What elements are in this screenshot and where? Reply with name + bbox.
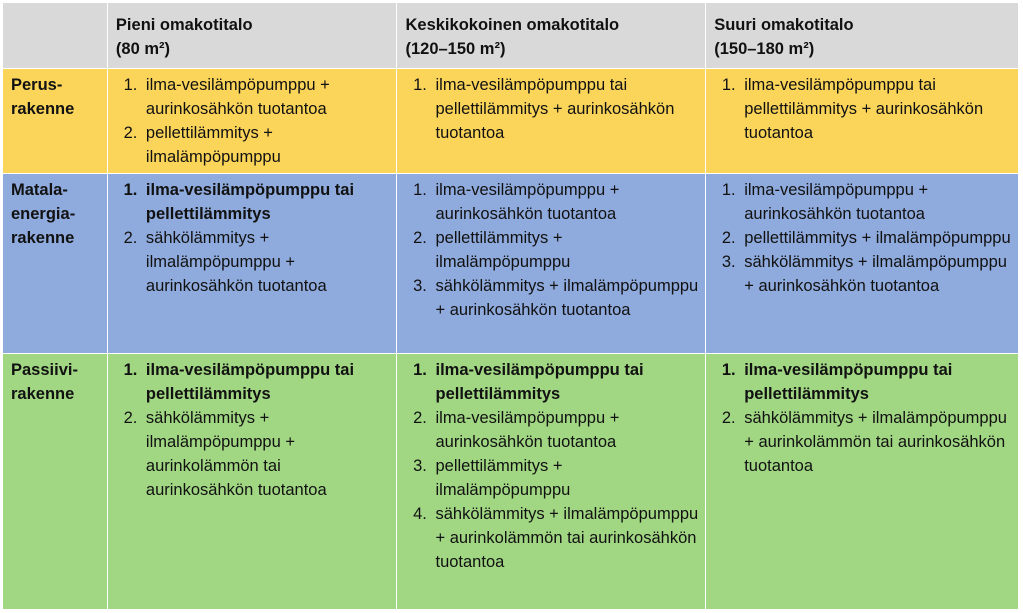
option-item: 2. sähkölämmitys + ilmalämpöpumppu + aurinkolämmön tai aurinkosähkön tuotantoa [740,406,1012,478]
cell-basic-large [706,69,1019,174]
cell-passive-large [706,354,1019,610]
option-item-recommended: 1. ilma-vesilämpöpumppu tai pellettilämmitys [740,358,1012,406]
row-label-line: energia- [11,205,76,223]
row-passive-structure [3,354,1019,610]
option-item: 1. ilma-vesilämpöpumppu + aurinkosähkön tuotantoa [740,178,1012,226]
header-title: Keskikokoinen omakotitalo [405,16,620,34]
option-item-recommended: 1. ilma-vesilämpöpumppu tai pellettilämmitys [431,358,699,406]
cell-basic-small [107,69,397,174]
header-title: Suuri omakotitalo [714,16,854,34]
header-large-house [706,3,1019,69]
option-item: 2. pellettilämmitys + ilmalämpöpumppu [740,226,1012,250]
cell-low-energy-large [706,174,1019,354]
option-item: 1. ilma-vesilämpöpumppu + aurinkosähkön tuotantoa [142,73,391,121]
row-label-basic [3,69,108,174]
row-label-line: Perus- [11,76,63,94]
row-label-line: rakenne [11,100,75,118]
row-low-energy-structure [3,174,1019,354]
header-small-house [107,3,397,69]
option-item: 2. ilma-vesilämpöpumppu + aurinkosähkön tuotantoa [431,406,699,454]
row-label-line: Matala- [11,181,68,199]
option-item: 3. pellettilämmitys + ilmalämpöpumppu [431,454,699,502]
option-item: 4. sähkölämmitys + ilmalämpöpumppu + aurinkolämmön tai aurinkosähkön tuotantoa [431,502,699,574]
row-label-low-energy [3,174,108,354]
option-item: 1. ilma-vesilämpöpumppu tai pellettilämmitys + aurinkosähkön tuotantoa [740,73,1012,145]
option-item: 1. ilma-vesilämpöpumppu + aurinkosähkön tuotantoa [431,178,699,226]
option-list [114,73,391,169]
header-medium-house [397,3,706,69]
option-item: 2. sähkölämmitys + ilmalämpöpumppu + aurinkosähkön tuotantoa [142,226,391,298]
option-item-recommended: 1. ilma-vesilämpöpumppu tai pellettilämmitys [142,358,391,406]
header-row [3,3,1019,69]
row-label-passive [3,354,108,610]
heating-comparison-table [2,2,1019,610]
option-list [712,73,1012,145]
option-list [403,358,699,574]
option-list [403,178,699,322]
cell-basic-medium [397,69,706,174]
header-size: (150–180 m²) [714,40,815,58]
option-list [712,178,1012,298]
header-size: (80 m²) [115,40,171,58]
row-label-line: rakenne [11,229,75,247]
option-list [114,358,391,502]
cell-passive-medium [397,354,706,610]
row-label-line: Passiivi- [11,361,78,379]
row-basic-structure [3,69,1019,174]
option-item: 3. sähkölämmitys + ilmalämpöpumppu + aurinkosähkön tuotantoa [431,274,699,322]
option-item: 2. sähkölämmitys + ilmalämpöpumppu + aurinkolämmön tai aurinkosähkön tuotantoa [142,406,391,502]
cell-low-energy-medium [397,174,706,354]
cell-passive-small [107,354,397,610]
option-list [712,358,1012,478]
comparison-table-wrapper [2,2,1019,609]
cell-low-energy-small [107,174,397,354]
header-title: Pieni omakotitalo [115,16,253,34]
option-item: 2. pellettilämmitys + ilmalämpöpumppu [431,226,699,274]
header-size: (120–150 m²) [405,40,506,58]
row-label-line: rakenne [11,385,75,403]
option-item: 2. pellettilämmitys + ilmalämpöpumppu [142,121,391,169]
header-corner-cell [3,3,108,69]
option-item: 1. ilma-vesilämpöpumppu tai pellettilämmitys + aurinkosähkön tuotantoa [431,73,699,145]
option-list [114,178,391,298]
option-item: 3. sähkölämmitys + ilmalämpöpumppu + aurinkosähkön tuotantoa [740,250,1012,298]
option-list [403,73,699,145]
option-item-recommended: 1. ilma-vesilämpöpumppu tai pellettilämmitys [142,178,391,226]
